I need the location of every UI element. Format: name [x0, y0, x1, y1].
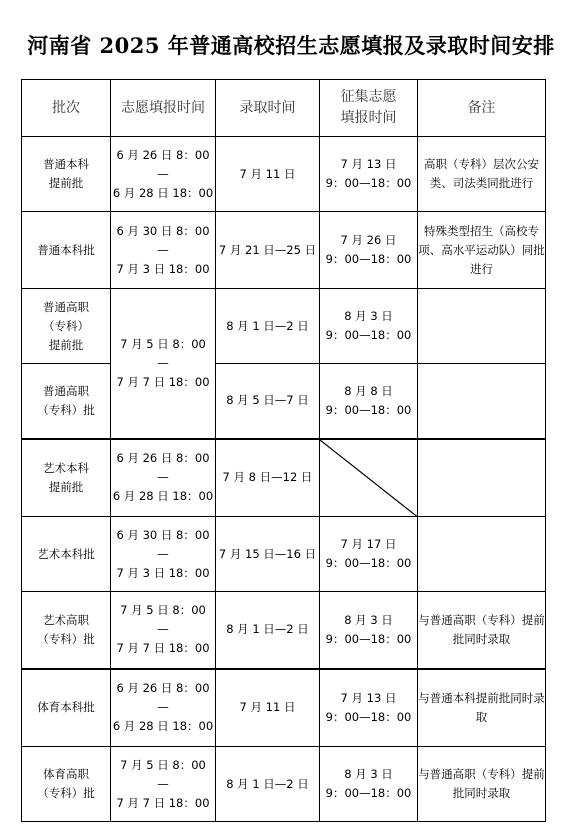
admit-time-cell: 8 月 1 日—2 日 [216, 592, 320, 669]
note-cell: 高职（专科）层次公安类、司法类同批进行 [418, 137, 546, 212]
batch-cell: 普通本科批 [22, 212, 111, 289]
note-cell: 与普通本科提前批同时录取 [418, 669, 546, 747]
table-row [22, 517, 546, 592]
schedule-table [21, 79, 546, 822]
admit-time-cell: 8 月 1 日—2 日 [216, 289, 320, 364]
table-row [22, 137, 546, 212]
solicit-time-cell: 7 月 13 日 9：00—18：00 [320, 669, 418, 747]
note-cell [418, 517, 546, 592]
batch-cell: 艺术本科批 [22, 517, 111, 592]
admit-time-cell: 7 月 8 日—12 日 [216, 439, 320, 517]
header-apply-time: 志愿填报时间 [111, 80, 216, 137]
header-note: 备注 [418, 80, 546, 137]
solicit-time-cell: 8 月 3 日 9：00—18：00 [320, 289, 418, 364]
apply-time-cell: 7 月 5 日 8：00 — 7 月 7 日 18：00 [111, 289, 216, 439]
solicit-time-cell: 7 月 17 日 9：00—18：00 [320, 517, 418, 592]
table-row [22, 592, 546, 669]
solicit-time-cell: 8 月 3 日 9：00—18：00 [320, 592, 418, 669]
batch-cell: 普通高职 （专科）批 [22, 364, 111, 439]
admit-time-cell: 7 月 21 日—25 日 [216, 212, 320, 289]
table-row [22, 212, 546, 289]
header-solicit-time: 征集志愿 填报时间 [320, 80, 418, 137]
apply-time-cell: 6 月 30 日 8：00 — 7 月 3 日 18：00 [111, 517, 216, 592]
apply-time-cell: 6 月 30 日 8：00 — 7 月 3 日 18：00 [111, 212, 216, 289]
note-cell [418, 289, 546, 364]
apply-time-cell: 7 月 5 日 8：00 — 7 月 7 日 18：00 [111, 747, 216, 822]
admit-time-cell: 7 月 15 日—16 日 [216, 517, 320, 592]
solicit-time-cell: 8 月 8 日 9：00—18：00 [320, 364, 418, 439]
table-row [22, 669, 546, 747]
admit-time-cell: 8 月 5 日—7 日 [216, 364, 320, 439]
solicit-time-cell-empty [320, 439, 418, 517]
header-batch: 批次 [22, 80, 111, 137]
table-row [22, 364, 546, 439]
batch-cell: 艺术高职 （专科）批 [22, 592, 111, 669]
apply-time-cell: 7 月 5 日 8：00 — 7 月 7 日 18：00 [111, 592, 216, 669]
batch-cell: 体育本科批 [22, 669, 111, 747]
solicit-time-cell: 7 月 26 日 9：00—18：00 [320, 212, 418, 289]
table-header-row [22, 80, 546, 137]
solicit-time-cell: 8 月 3 日 9：00—18：00 [320, 747, 418, 822]
batch-cell: 体育高职 （专科）批 [22, 747, 111, 822]
note-cell: 特殊类型招生（高校专项、高水平运动队）同批进行 [418, 212, 546, 289]
solicit-time-cell: 7 月 13 日 9：00—18：00 [320, 137, 418, 212]
table-row [22, 439, 546, 517]
table-row [22, 747, 546, 822]
table-row [22, 289, 546, 364]
batch-cell: 普通本科 提前批 [22, 137, 111, 212]
batch-cell: 艺术本科 提前批 [22, 439, 111, 517]
note-cell [418, 364, 546, 439]
apply-time-cell: 6 月 26 日 8：00 — 6 月 28 日 18：00 [111, 669, 216, 747]
diagonal-slash [320, 440, 417, 517]
header-admit-time: 录取时间 [216, 80, 320, 137]
page-title: 河南省 2025 年普通高校招生志愿填报及录取时间安排 [27, 33, 555, 58]
admit-time-cell: 7 月 11 日 [216, 669, 320, 747]
admit-time-cell: 7 月 11 日 [216, 137, 320, 212]
admit-time-cell: 8 月 1 日—2 日 [216, 747, 320, 822]
batch-cell: 普通高职 （专科） 提前批 [22, 289, 111, 364]
apply-time-cell: 6 月 26 日 8：00 — 6 月 28 日 18：00 [111, 439, 216, 517]
note-cell: 与普通高职（专科）提前批同时录取 [418, 592, 546, 669]
note-cell [418, 439, 546, 517]
note-cell: 与普通高职（专科）提前批同时录取 [418, 747, 546, 822]
apply-time-cell: 6 月 26 日 8：00 — 6 月 28 日 18：00 [111, 137, 216, 212]
